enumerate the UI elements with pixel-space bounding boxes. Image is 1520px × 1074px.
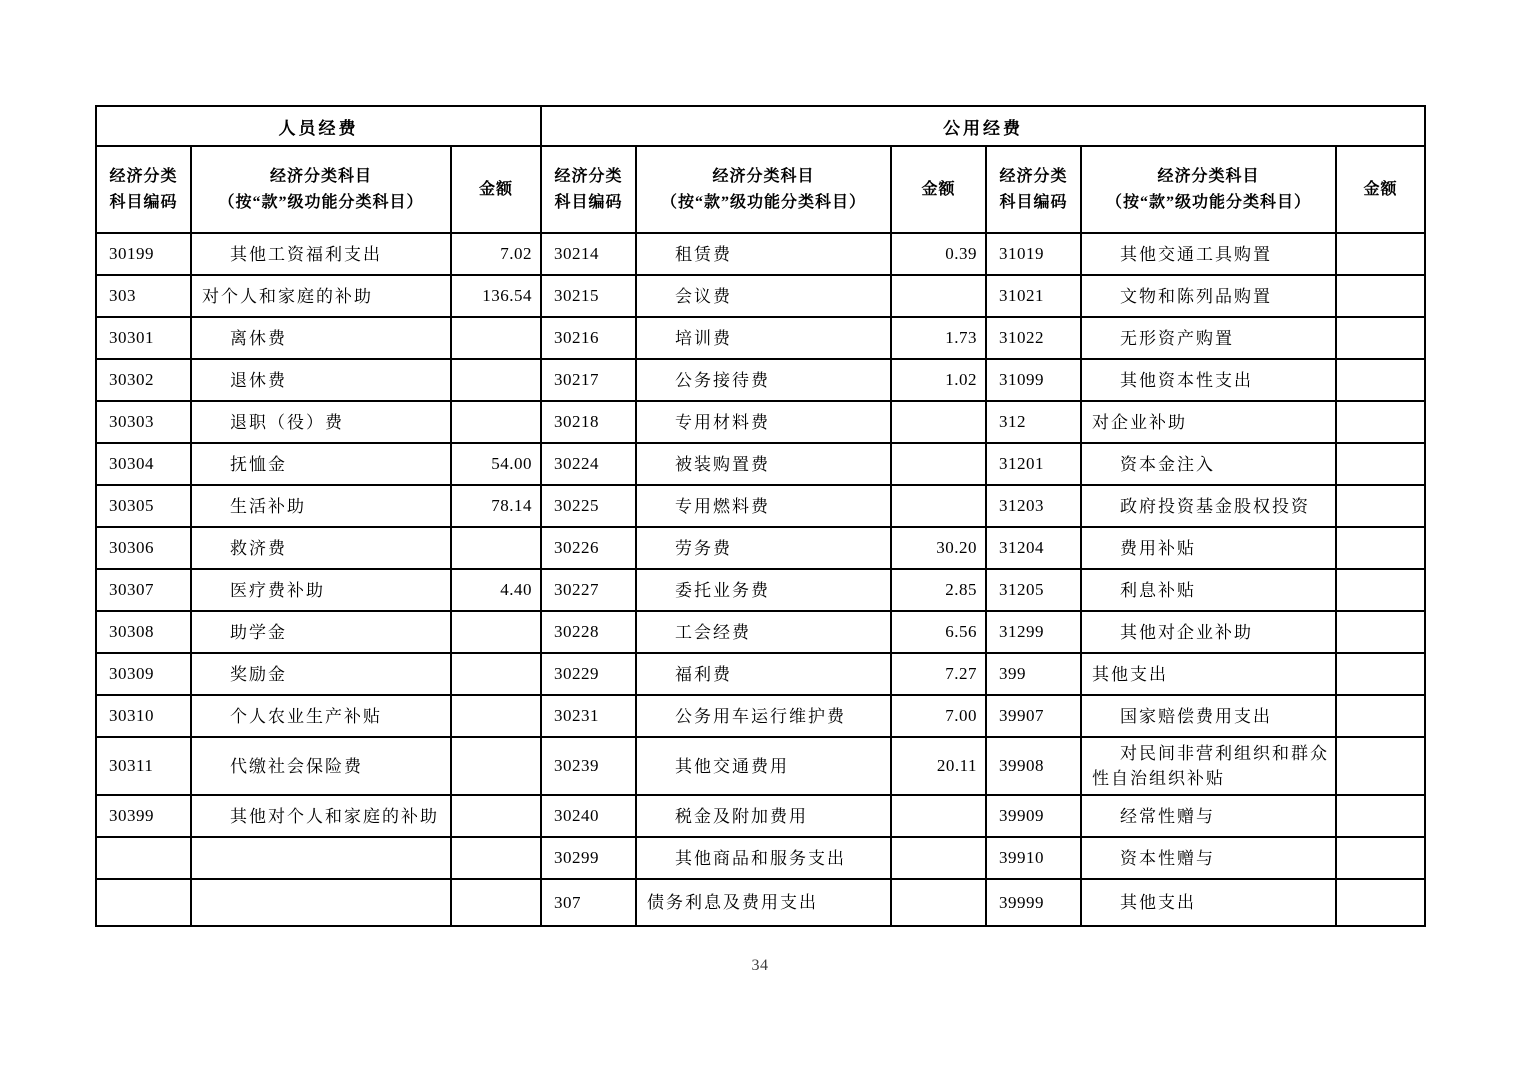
amount-cell: 30.20 <box>891 527 986 569</box>
header-amount-2: 金额 <box>891 146 986 233</box>
amount-cell: 54.00 <box>451 443 541 485</box>
code-cell: 307 <box>541 879 636 926</box>
code-cell: 30307 <box>96 569 191 611</box>
header-subject-line1: 经济分类科目 <box>1157 167 1260 185</box>
code-cell: 30226 <box>541 527 636 569</box>
amount-cell: 7.02 <box>451 233 541 275</box>
subject-cell: 退休费 <box>191 359 451 401</box>
subject-cell: 其他对个人和家庭的补助 <box>191 795 451 837</box>
amount-cell <box>1336 233 1425 275</box>
table-row <box>96 695 1425 737</box>
code-cell: 39910 <box>986 837 1081 879</box>
subject-cell: 生活补助 <box>191 485 451 527</box>
subject-cell: 公务接待费 <box>636 359 891 401</box>
table-row <box>96 485 1425 527</box>
amount-cell: 4.40 <box>451 569 541 611</box>
amount-cell <box>451 653 541 695</box>
code-cell: 30229 <box>541 653 636 695</box>
subject-cell: 劳务费 <box>636 527 891 569</box>
code-cell: 30308 <box>96 611 191 653</box>
code-cell: 31022 <box>986 317 1081 359</box>
amount-cell: 2.85 <box>891 569 986 611</box>
table-row <box>96 653 1425 695</box>
header-subject-3 <box>1081 146 1336 233</box>
subject-cell: 国家赔偿费用支出 <box>1081 695 1336 737</box>
header-code-line2: 科目编码 <box>109 193 178 211</box>
subject-cell: 文物和陈列品购置 <box>1081 275 1336 317</box>
amount-cell <box>451 359 541 401</box>
code-cell: 30215 <box>541 275 636 317</box>
header-amount-1: 金额 <box>451 146 541 233</box>
amount-cell: 7.27 <box>891 653 986 695</box>
code-cell: 303 <box>96 275 191 317</box>
code-cell: 31201 <box>986 443 1081 485</box>
subject-cell: 委托业务费 <box>636 569 891 611</box>
amount-cell <box>1336 879 1425 926</box>
subject-cell: 福利费 <box>636 653 891 695</box>
amount-cell: 7.00 <box>891 695 986 737</box>
header-code-line2: 科目编码 <box>999 193 1068 211</box>
table-row <box>96 737 1425 795</box>
code-cell: 39909 <box>986 795 1081 837</box>
table-row <box>96 317 1425 359</box>
code-cell: 30305 <box>96 485 191 527</box>
code-cell: 39908 <box>986 737 1081 795</box>
table-row <box>96 443 1425 485</box>
code-cell: 30227 <box>541 569 636 611</box>
code-cell: 30301 <box>96 317 191 359</box>
code-cell: 31099 <box>986 359 1081 401</box>
page-number: 34 <box>751 957 769 974</box>
subject-cell: 其他商品和服务支出 <box>636 837 891 879</box>
amount-cell <box>1336 401 1425 443</box>
header-subject-1 <box>191 146 451 233</box>
code-cell: 30225 <box>541 485 636 527</box>
code-cell <box>96 837 191 879</box>
header-subject-line1: 经济分类科目 <box>712 167 815 185</box>
subject-cell: 抚恤金 <box>191 443 451 485</box>
amount-cell: 1.73 <box>891 317 986 359</box>
header-code-2 <box>541 146 636 233</box>
header-code-3 <box>986 146 1081 233</box>
amount-cell <box>451 879 541 926</box>
code-cell: 30231 <box>541 695 636 737</box>
header-subject-line1: 经济分类科目 <box>269 167 372 185</box>
amount-cell: 0.39 <box>891 233 986 275</box>
code-cell: 31203 <box>986 485 1081 527</box>
code-cell: 31021 <box>986 275 1081 317</box>
code-cell: 31205 <box>986 569 1081 611</box>
amount-cell <box>1336 611 1425 653</box>
code-cell: 39999 <box>986 879 1081 926</box>
code-cell: 30309 <box>96 653 191 695</box>
code-cell: 30310 <box>96 695 191 737</box>
section-band-row <box>96 106 1425 146</box>
header-subject-line2: （按“款”级功能分类科目） <box>661 193 867 211</box>
subject-cell: 其他交通费用 <box>636 737 891 795</box>
amount-cell <box>1336 569 1425 611</box>
subject-cell: 离休费 <box>191 317 451 359</box>
code-cell: 30239 <box>541 737 636 795</box>
amount-cell: 136.54 <box>451 275 541 317</box>
amount-cell <box>1336 737 1425 795</box>
amount-cell <box>1336 837 1425 879</box>
subject-cell: 费用补贴 <box>1081 527 1336 569</box>
subject-cell: 专用燃料费 <box>636 485 891 527</box>
code-cell: 30216 <box>541 317 636 359</box>
subject-cell: 医疗费补助 <box>191 569 451 611</box>
amount-cell <box>451 695 541 737</box>
code-cell: 31204 <box>986 527 1081 569</box>
subject-cell: 工会经费 <box>636 611 891 653</box>
amount-cell: 6.56 <box>891 611 986 653</box>
code-cell: 30303 <box>96 401 191 443</box>
amount-cell <box>451 317 541 359</box>
subject-cell: 其他支出 <box>1081 879 1336 926</box>
code-cell: 30218 <box>541 401 636 443</box>
header-code-1 <box>96 146 191 233</box>
amount-cell: 78.14 <box>451 485 541 527</box>
amount-cell <box>1336 485 1425 527</box>
subject-cell: 利息补贴 <box>1081 569 1336 611</box>
code-cell: 312 <box>986 401 1081 443</box>
header-code-line2: 科目编码 <box>554 193 623 211</box>
table-row <box>96 359 1425 401</box>
subject-cell: 专用材料费 <box>636 401 891 443</box>
amount-cell: 1.02 <box>891 359 986 401</box>
header-subject-line2: （按“款”级功能分类科目） <box>1106 193 1312 211</box>
table-row <box>96 837 1425 879</box>
subject-cell: 其他工资福利支出 <box>191 233 451 275</box>
amount-cell <box>451 737 541 795</box>
code-cell: 30299 <box>541 837 636 879</box>
subject-cell: 资本性赠与 <box>1081 837 1336 879</box>
code-cell: 30304 <box>96 443 191 485</box>
subject-cell: 个人农业生产补贴 <box>191 695 451 737</box>
subject-cell: 会议费 <box>636 275 891 317</box>
amount-cell <box>891 795 986 837</box>
column-header-row <box>96 146 1425 233</box>
code-cell: 30228 <box>541 611 636 653</box>
subject-cell: 经常性赠与 <box>1081 795 1336 837</box>
subject-cell: 无形资产购置 <box>1081 317 1336 359</box>
subject-cell: 助学金 <box>191 611 451 653</box>
subject-cell: 被装购置费 <box>636 443 891 485</box>
section-title-public: 公用经费 <box>541 106 1425 146</box>
subject-cell: 对企业补助 <box>1081 401 1336 443</box>
subject-cell: 代缴社会保险费 <box>191 737 451 795</box>
amount-cell <box>891 485 986 527</box>
code-cell: 30217 <box>541 359 636 401</box>
code-cell: 30399 <box>96 795 191 837</box>
code-cell: 399 <box>986 653 1081 695</box>
table-row <box>96 569 1425 611</box>
subject-cell: 培训费 <box>636 317 891 359</box>
subject-cell <box>191 879 451 926</box>
amount-cell <box>1336 275 1425 317</box>
table-body <box>96 233 1425 926</box>
code-cell: 39907 <box>986 695 1081 737</box>
subject-cell: 奖励金 <box>191 653 451 695</box>
amount-cell <box>891 879 986 926</box>
code-cell: 31019 <box>986 233 1081 275</box>
subject-cell: 税金及附加费用 <box>636 795 891 837</box>
table-row <box>96 527 1425 569</box>
table-row <box>96 795 1425 837</box>
table-row <box>96 275 1425 317</box>
amount-cell <box>891 401 986 443</box>
subject-cell: 政府投资基金股权投资 <box>1081 485 1336 527</box>
subject-cell: 其他支出 <box>1081 653 1336 695</box>
subject-cell: 租赁费 <box>636 233 891 275</box>
amount-cell <box>891 837 986 879</box>
amount-cell <box>1336 359 1425 401</box>
table-row <box>96 611 1425 653</box>
header-code-line1: 经济分类 <box>109 167 178 185</box>
subject-cell: 对个人和家庭的补助 <box>191 275 451 317</box>
amount-cell <box>1336 695 1425 737</box>
subject-cell: 救济费 <box>191 527 451 569</box>
subject-cell: 其他资本性支出 <box>1081 359 1336 401</box>
header-amount-3: 金额 <box>1336 146 1425 233</box>
amount-cell <box>891 443 986 485</box>
table-row <box>96 401 1425 443</box>
subject-cell: 其他交通工具购置 <box>1081 233 1336 275</box>
subject-cell: 债务利息及费用支出 <box>636 879 891 926</box>
header-code-line1: 经济分类 <box>999 167 1068 185</box>
table-row <box>96 233 1425 275</box>
code-cell: 30302 <box>96 359 191 401</box>
subject-cell: 资本金注入 <box>1081 443 1336 485</box>
code-cell: 30311 <box>96 737 191 795</box>
amount-cell <box>451 837 541 879</box>
subject-cell: 公务用车运行维护费 <box>636 695 891 737</box>
code-cell: 30306 <box>96 527 191 569</box>
amount-cell: 20.11 <box>891 737 986 795</box>
header-subject-2 <box>636 146 891 233</box>
amount-cell <box>1336 443 1425 485</box>
code-cell: 31299 <box>986 611 1081 653</box>
subject-cell <box>191 837 451 879</box>
code-cell: 30214 <box>541 233 636 275</box>
amount-cell <box>451 795 541 837</box>
code-cell: 30199 <box>96 233 191 275</box>
amount-cell <box>451 611 541 653</box>
subject-cell: 对民间非营利组织和群众性自治组织补贴 <box>1081 737 1336 795</box>
code-cell <box>96 879 191 926</box>
header-code-line1: 经济分类 <box>554 167 623 185</box>
code-cell: 30224 <box>541 443 636 485</box>
budget-table <box>95 105 1426 927</box>
section-title-personnel: 人员经费 <box>96 106 541 146</box>
amount-cell <box>451 527 541 569</box>
header-subject-line2: （按“款”级功能分类科目） <box>218 193 424 211</box>
amount-cell <box>1336 317 1425 359</box>
code-cell: 30240 <box>541 795 636 837</box>
subject-cell: 退职（役）费 <box>191 401 451 443</box>
amount-cell <box>451 401 541 443</box>
subject-cell: 其他对企业补助 <box>1081 611 1336 653</box>
amount-cell <box>1336 795 1425 837</box>
amount-cell <box>891 275 986 317</box>
amount-cell <box>1336 653 1425 695</box>
amount-cell <box>1336 527 1425 569</box>
table-row <box>96 879 1425 926</box>
